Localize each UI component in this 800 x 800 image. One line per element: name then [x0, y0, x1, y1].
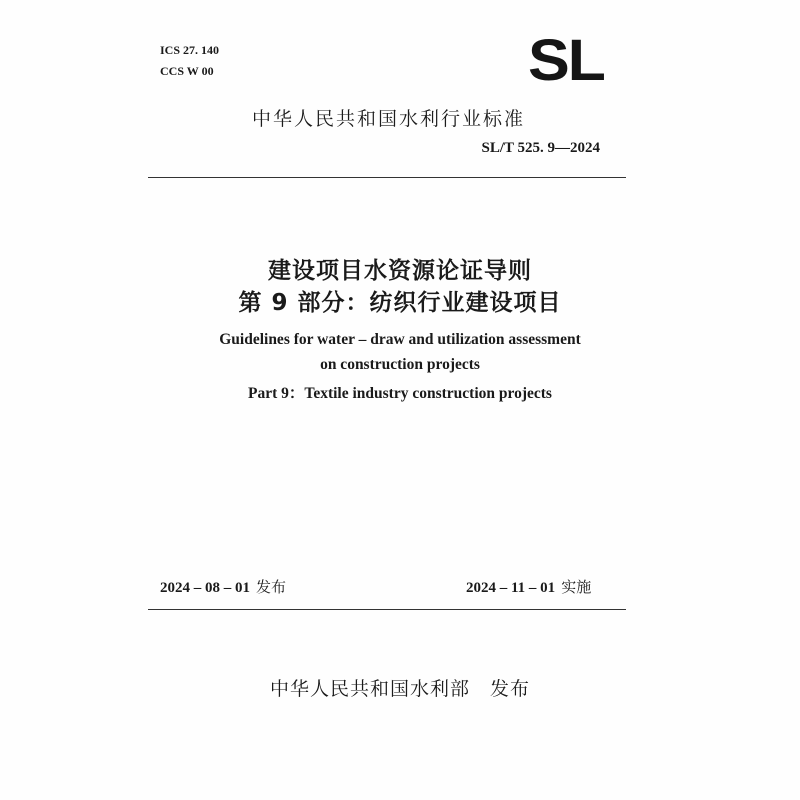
effective-date	[466, 576, 591, 597]
classification-codes	[160, 40, 219, 82]
standard-type: 中华人民共和国水利行业标准	[252, 108, 526, 130]
effective-date-value: 2024 – 11 – 01	[466, 580, 556, 596]
title-en-line2: on construction projects	[320, 356, 480, 373]
publisher-action: 发布	[490, 678, 531, 700]
issue-label: 发布	[256, 578, 287, 596]
issue-date-value: 2024 – 08 – 01	[160, 580, 250, 596]
ccs-code: CCS W 00	[160, 64, 214, 78]
issue-date	[160, 576, 286, 597]
title-zh-line2: 第 9 部分：纺织行业建设项目	[238, 290, 562, 316]
standard-number: SL/T 525. 9—2024	[481, 140, 600, 156]
sl-logo: SL	[528, 28, 604, 93]
publisher	[0, 674, 800, 701]
title-en-line1: Guidelines for water – draw and utilization assessment	[219, 331, 581, 348]
bottom-divider	[148, 609, 626, 610]
title-en-line3: Part 9：Textile industry construction projects	[248, 385, 552, 402]
effective-label: 实施	[561, 578, 592, 596]
title-zh-line1: 建设项目水资源论证导则	[268, 258, 532, 284]
top-divider	[148, 177, 626, 178]
ics-code: ICS 27. 140	[160, 43, 220, 57]
publisher-name: 中华人民共和国水利部	[269, 678, 470, 700]
